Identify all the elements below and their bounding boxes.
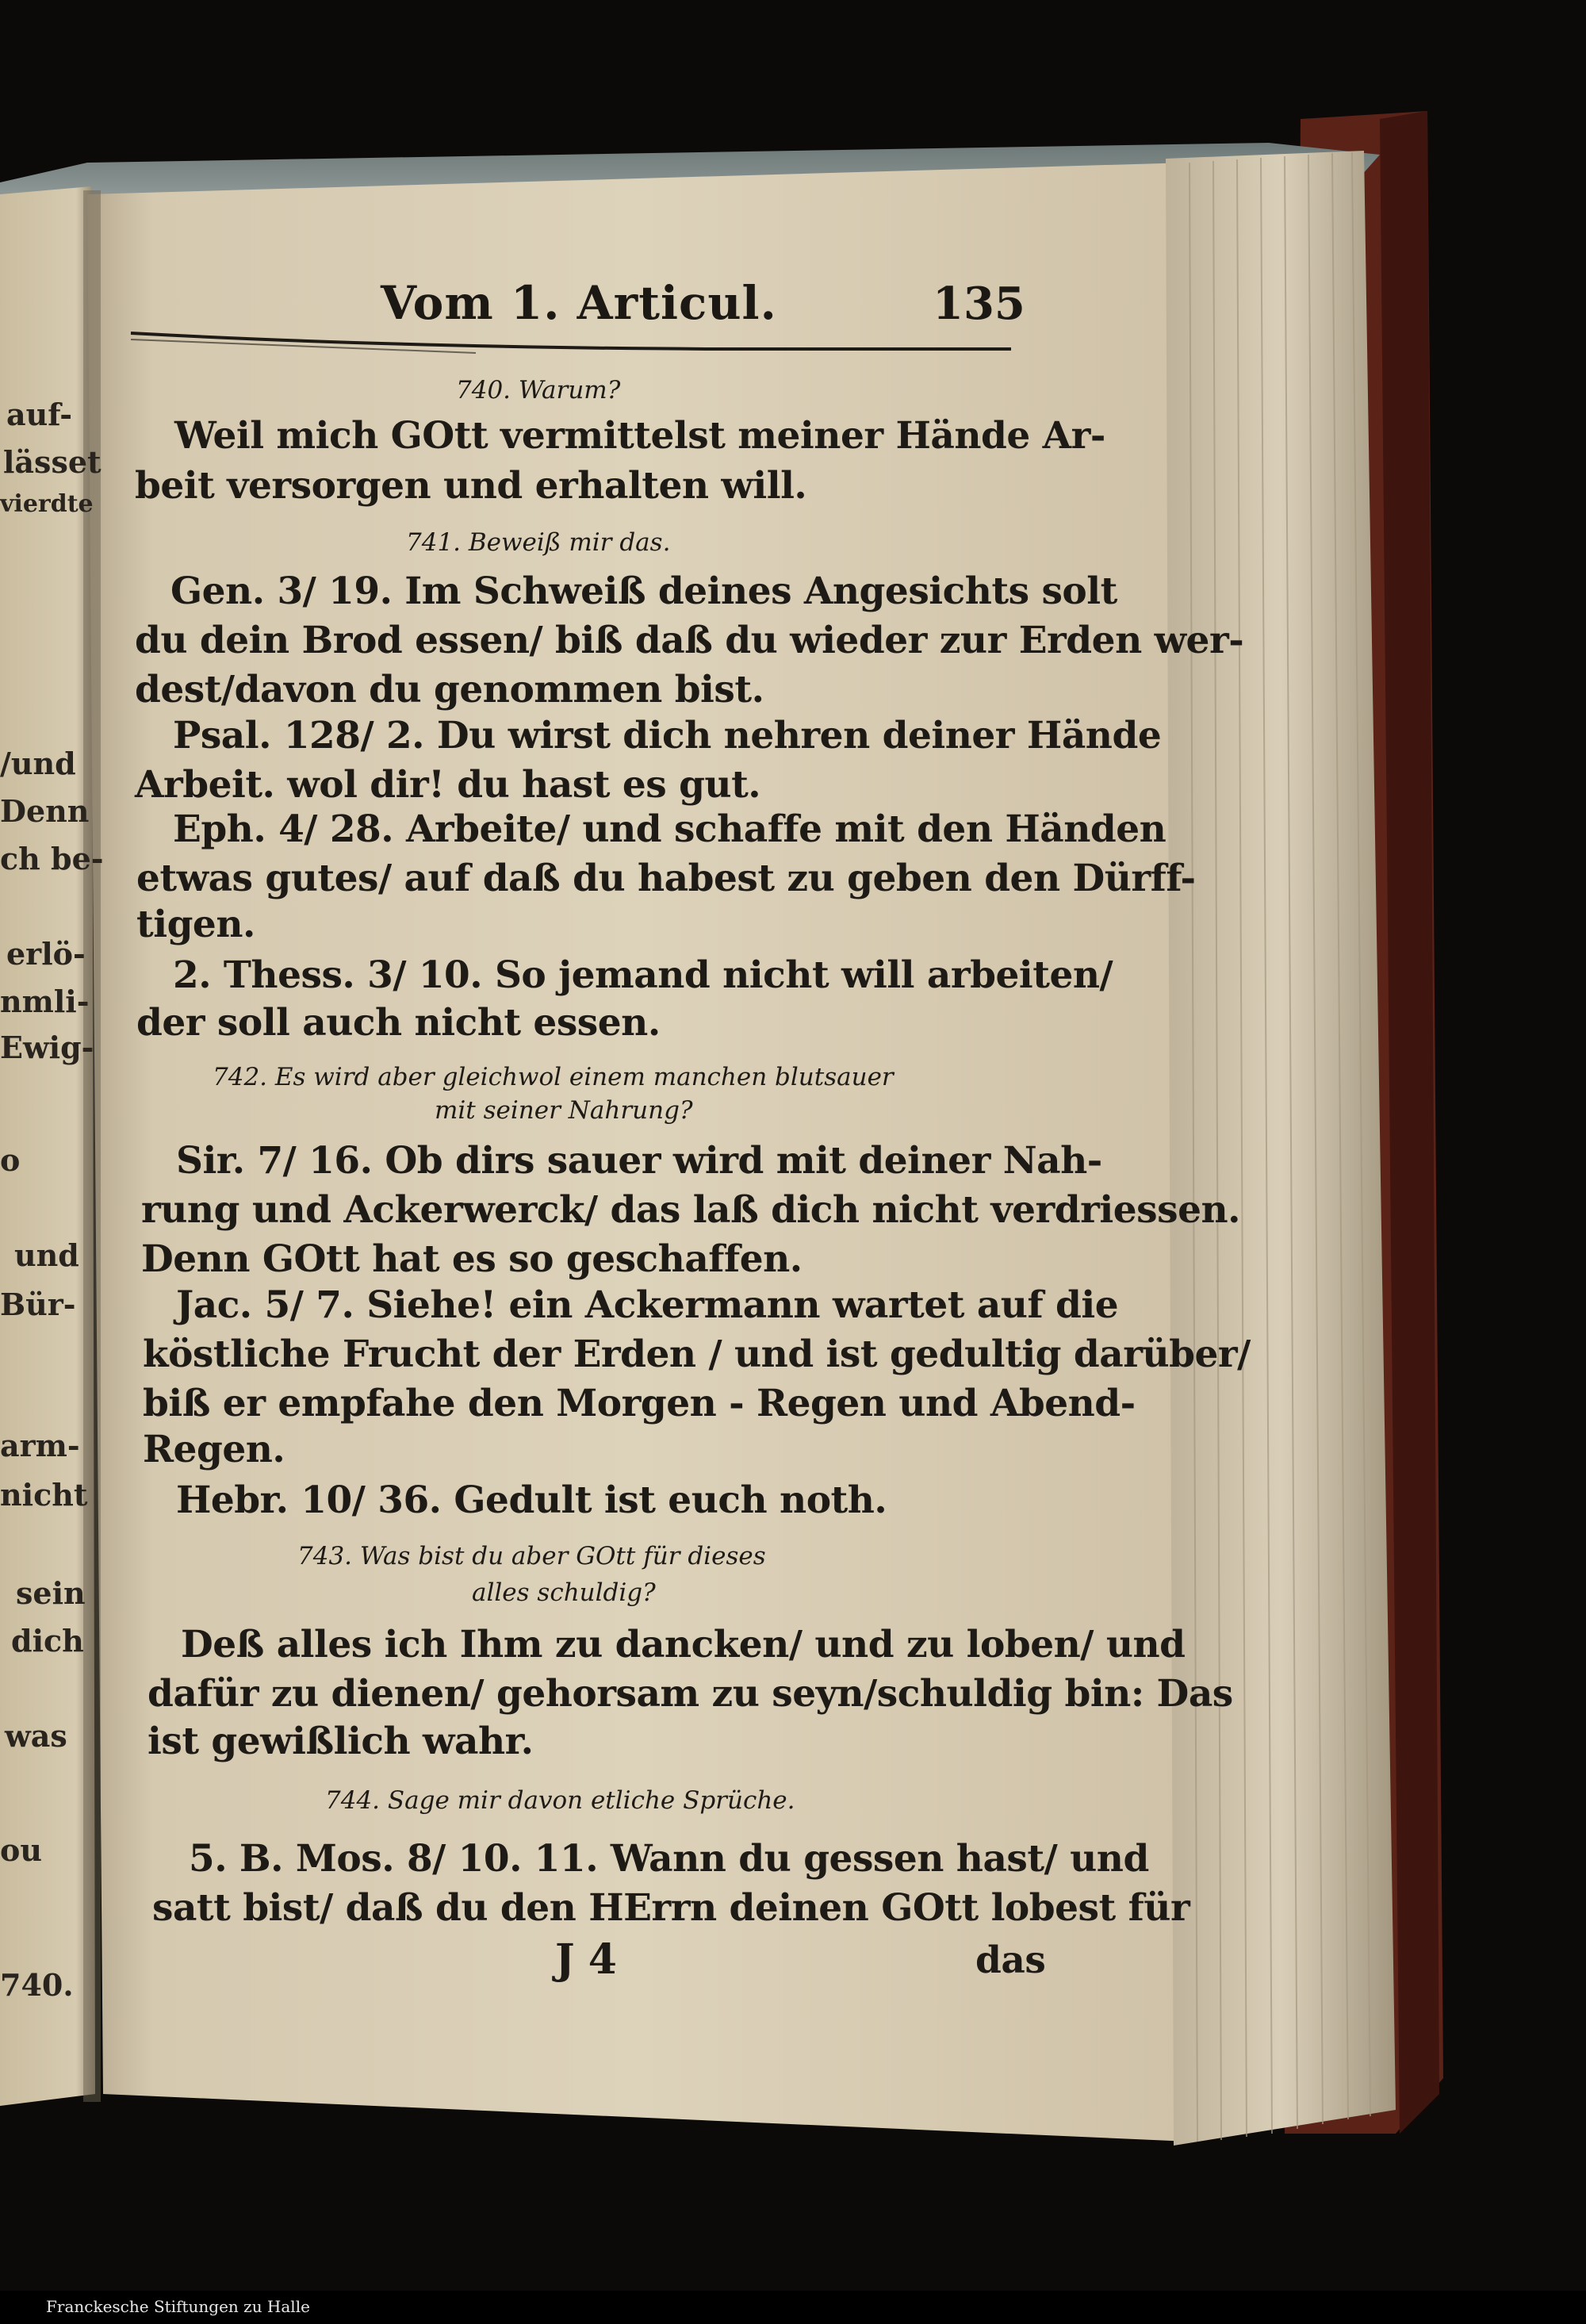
answer-line: beit versorgen und erhalten will.: [135, 464, 807, 508]
question-line: 740. Warum?: [456, 376, 621, 405]
left-fragment: o: [0, 1142, 21, 1178]
answer-line: Deß alles ich Ihm zu dancken/ und zu loben/ und: [181, 1623, 1186, 1666]
scripture-line: tigen.: [136, 903, 255, 946]
catchword: das: [975, 1939, 1046, 1982]
left-fragment: lässet: [3, 444, 102, 480]
left-fragment: vierdte: [0, 490, 94, 518]
scripture-line: Sir. 7/ 16. Ob dirs sauer wird mit deiner Nah-: [176, 1139, 1102, 1183]
left-fragment: /und: [0, 746, 76, 781]
scripture-line: Jac. 5/ 7. Siehe! ein Ackermann wartet auf die: [176, 1283, 1119, 1327]
left-fragment: sein: [16, 1575, 86, 1611]
left-fragment: 740.: [0, 1967, 74, 2003]
left-fragment: was: [5, 1718, 67, 1754]
scripture-line: biß er empfahe den Morgen - Regen und Abend-: [143, 1382, 1136, 1425]
scripture-line: 5. B. Mos. 8/ 10. 11. Wann du gessen hast/ und: [189, 1837, 1149, 1881]
catchword-signature: J 4: [555, 1935, 617, 1984]
left-fragment: erlö-: [6, 936, 86, 972]
left-fragment: nicht: [0, 1477, 88, 1513]
left-fragment: dich: [11, 1623, 84, 1659]
left-fragment: auf-: [6, 397, 73, 432]
question-line: mit seiner Nahrung?: [435, 1096, 693, 1125]
left-fragment: nmli-: [0, 984, 90, 1019]
question-line: 743. Was bist du aber GOtt für dieses: [297, 1542, 766, 1570]
left-fragment: Bür-: [0, 1287, 76, 1322]
scripture-line: du dein Brod essen/ biß daß du wieder zur Erden wer-: [135, 619, 1244, 662]
scripture-line: Hebr. 10/ 36. Gedult ist euch noth.: [176, 1478, 887, 1522]
scripture-line: rung und Ackerwerck/ das laß dich nicht verdriessen.: [141, 1188, 1241, 1232]
scripture-line: Arbeit. wol dir! du hast es gut.: [135, 763, 761, 807]
scripture-line: 2. Thess. 3/ 10. So jemand nicht will arbeiten/: [173, 953, 1113, 997]
footer-label: Franckesche Stiftungen zu Halle: [46, 2297, 310, 2316]
scripture-line: Eph. 4/ 28. Arbeite/ und schaffe mit den Händen: [173, 807, 1167, 851]
left-fragment: Ewig-: [0, 1030, 94, 1065]
left-fragment: Denn: [0, 793, 90, 829]
question-line: alles schuldig?: [472, 1578, 656, 1607]
scripture-line: Regen.: [143, 1428, 285, 1471]
left-fragment: ou: [0, 1832, 42, 1868]
scripture-line: etwas gutes/ auf daß du habest zu geben den Dürff-: [136, 857, 1196, 900]
running-title: Vom 1. Articul.: [381, 276, 777, 330]
scripture-line: der soll auch nicht essen.: [136, 1001, 661, 1045]
scripture-line: satt bist/ daß du den HErrn deinen GOtt lobest für: [152, 1886, 1190, 1930]
scripture-line: Denn GOtt hat es so geschaffen.: [141, 1237, 803, 1281]
question-line: 742. Es wird aber gleichwol einem manchen blutsauer: [213, 1063, 894, 1091]
answer-line: dafür zu dienen/ gehorsam zu seyn/schuldig bin: Das: [147, 1672, 1233, 1716]
answer-line: ist gewißlich wahr.: [147, 1720, 534, 1763]
institution-logo-icon: [10, 2294, 35, 2321]
answer-line: Weil mich GOtt vermittelst meiner Hände Ar-: [174, 414, 1105, 458]
left-fragment: arm-: [0, 1428, 80, 1463]
scripture-line: köstliche Frucht der Erden / und ist gedultig darüber/: [143, 1333, 1251, 1376]
scripture-line: Gen. 3/ 19. Im Schweiß deines Angesichts solt: [170, 569, 1117, 613]
page-number: 135: [933, 278, 1025, 330]
scripture-line: dest/davon du genommen bist.: [135, 668, 764, 711]
question-line: 741. Beweiß mir das.: [406, 528, 671, 557]
scripture-line: Psal. 128/ 2. Du wirst dich nehren deiner Hände: [173, 714, 1162, 757]
question-line: 744. Sage mir davon etliche Sprüche.: [325, 1786, 795, 1815]
left-fragment: ch be-: [0, 841, 104, 876]
left-fragment: und: [14, 1237, 79, 1273]
